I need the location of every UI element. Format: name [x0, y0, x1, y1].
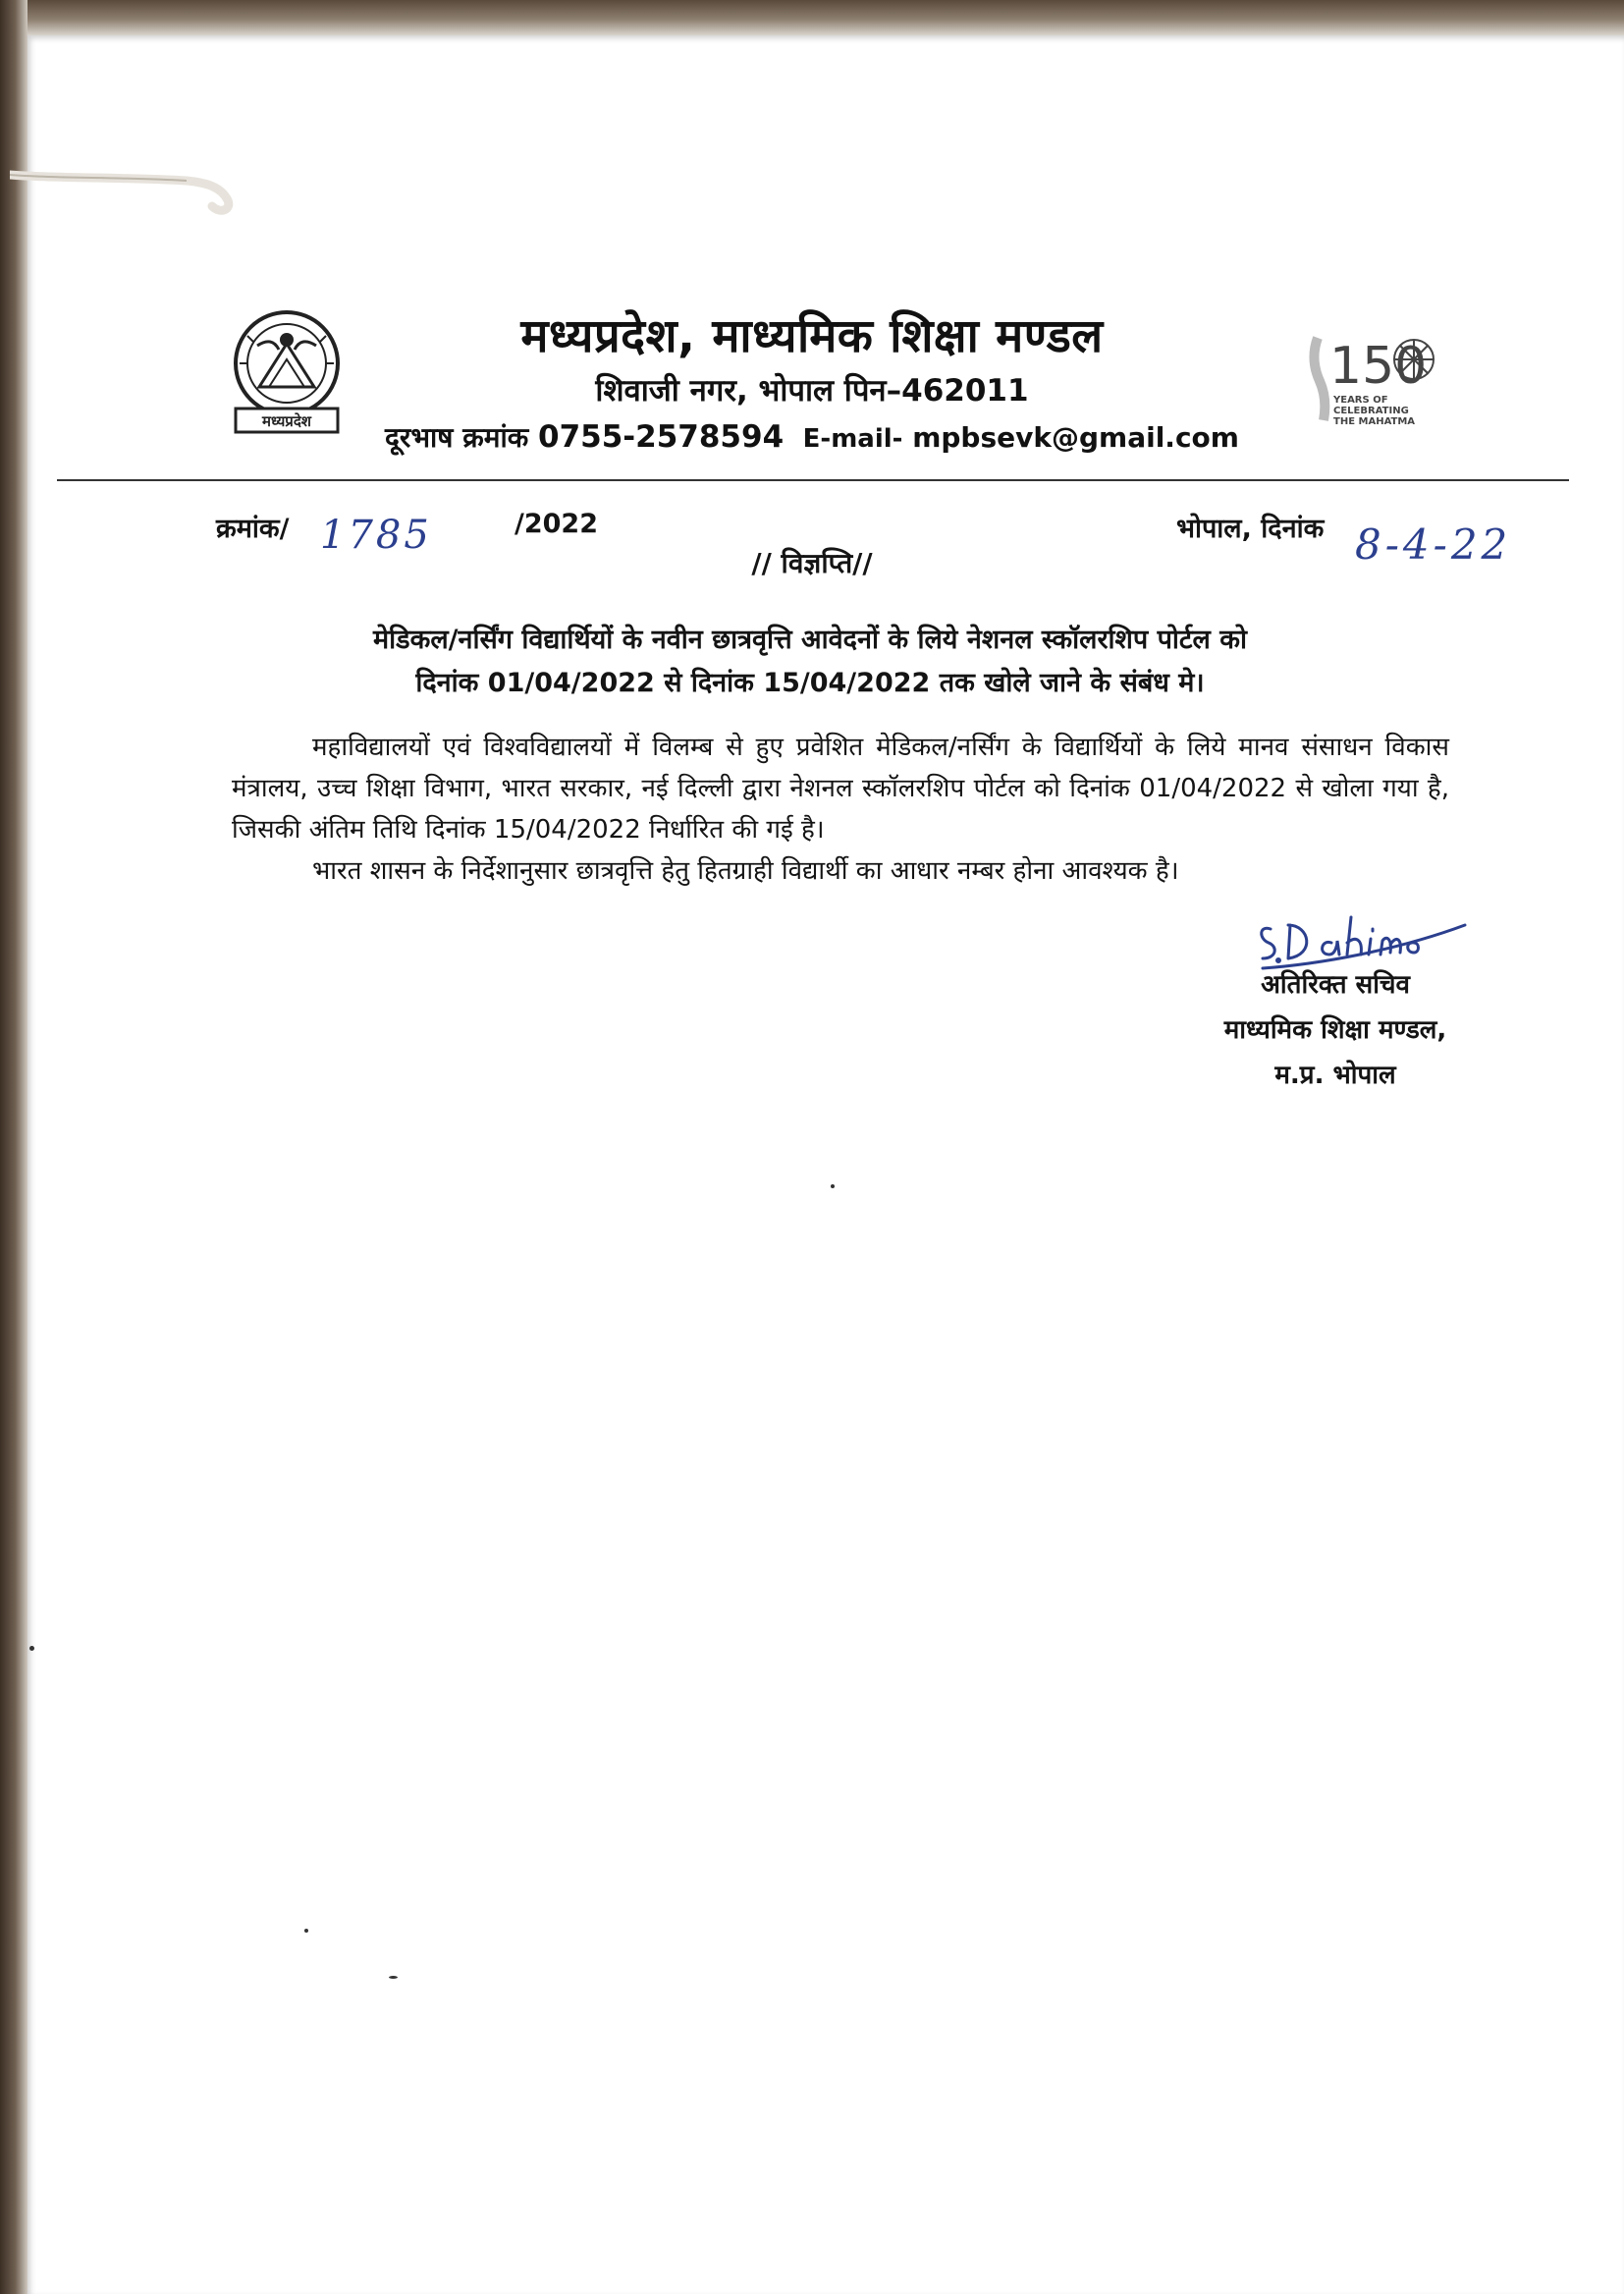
notice-heading: // विज्ञप्ति//: [751, 547, 873, 579]
letterhead-address: शिवाजी नगर, भोपाल पिन–462011: [595, 373, 1029, 409]
scan-border-top: [0, 0, 1624, 35]
place-date-label: भोपाल, दिनांक: [1176, 514, 1325, 544]
phone-number: 0755-2578594: [538, 419, 785, 455]
scan-speck: [389, 1976, 398, 1979]
notice-subject: [245, 619, 1375, 705]
binding-string-icon: [10, 157, 245, 246]
scan-speck: [831, 1184, 835, 1188]
signatory-organisation: माध्यमिक शिक्षा मण्डल,: [1223, 1015, 1447, 1045]
email-label: E-mail-: [802, 424, 903, 454]
date-handwritten: 8-4-22: [1355, 520, 1512, 569]
emblem-label: मध्यप्रदेश: [261, 412, 312, 430]
email-address: mpbsevk@gmail.com: [912, 421, 1239, 454]
body-paragraph-1: महाविद्यालयों एवं विश्वविद्यालयों में विलम्ब से हुए प्रवेशित मेडिकल/नर्सिंग के विद्यार्थियों के लिये मानव संसाधन विकास मंत्रालय, उच्च शिक्षा विभाग, भारत सरकार, नई दिल्ली द्वारा नेशनल स्कॉलरशिप पोर्टल को दिनांक 01/04/2022 से खोला गया है, जिसकी अंतिम तिथि दिनांक 15/04/2022 निर्धारित की गई है।: [232, 733, 1449, 845]
logo150-line2: CELEBRATING: [1333, 406, 1409, 416]
reference-year: /2022: [514, 509, 599, 539]
scan-speck: [29, 1646, 34, 1651]
reference-number-handwritten: 1785: [320, 513, 432, 558]
header-divider: [57, 479, 1569, 481]
logo150-line1: YEARS OF: [1333, 395, 1388, 406]
letterhead-title: मध्यप्रदेश, माध्यमिक शिक्षा मण्डल: [520, 309, 1104, 363]
body-paragraph-2: भारत शासन के निर्देशानुसार छात्रवृत्ति हेतु हितग्राही विद्यार्थी का आधार नम्बर होना आवश्यक है।: [312, 856, 1179, 886]
signatory-place: म.प्र. भोपाल: [1274, 1061, 1396, 1090]
phone-label: दूरभाष क्रमांक: [385, 421, 529, 454]
notice-body: [232, 727, 1449, 892]
scan-speck: [304, 1929, 308, 1933]
signatory-block: [1159, 962, 1512, 1098]
subject-line-2: दिनांक 01/04/2022 से दिनांक 15/04/2022 तक खोले जाने के संबंध मे।: [415, 668, 1205, 698]
letterhead-contact: [0, 418, 1624, 456]
logo150-number: 150: [1329, 337, 1428, 396]
signatory-designation: अतिरिक्त सचिव: [1261, 970, 1410, 1000]
subject-line-1: मेडिकल/नर्सिंग विद्यार्थियों के नवीन छात्रवृत्ति आवेदनों के लिये नेशनल स्कॉलरशिप पोर्टल को: [373, 625, 1247, 655]
reference-label: क्रमांक/: [216, 514, 290, 544]
logo150-line3: THE MAHATMA: [1333, 416, 1416, 427]
